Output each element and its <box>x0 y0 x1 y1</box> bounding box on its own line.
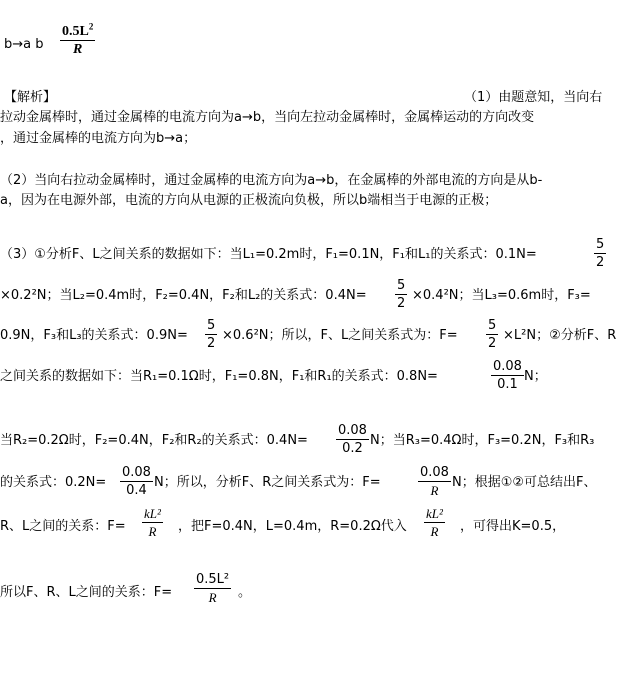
analysis-label: 【解析】 <box>4 90 57 105</box>
fraction-kL2-R: kL² R <box>426 506 443 539</box>
p3-line3c: ×L²N；②分析F、R <box>503 328 617 343</box>
p3-line2a: ×0.2²N；当L₂=0.4m时，F₂=0.4N，F₂和L₂的关系式：0.4N= <box>0 288 367 303</box>
p4-line2a: 的关系式：0.2N= <box>0 475 107 490</box>
p1-line2: 拉动金属棒时，通过金属棒的电流方向为a→b，当向左拉动金属棒时，金属棒运动的方向改变 <box>0 110 535 125</box>
fraction-0.5L2-R: 0.5L² R <box>196 572 230 605</box>
p4-line3a: R、L之间的关系：F= <box>0 519 126 534</box>
p4-line1b: N；当R₃=0.4Ω时，F₃=0.2N，F₃和R₃ <box>370 433 595 448</box>
p2-line2: a，因为在电源外部，电流的方向从电源的正极流向负极，所以b端相当于电源的正极； <box>0 193 498 208</box>
p3-line4a: 之间关系的数据如下：当R₁=0.1Ω时，F₁=0.8N，F₁和R₁的关系式：0.8N= <box>0 369 438 384</box>
p3-line4b: N； <box>524 369 547 384</box>
p4-line2c: N；根据①②可总结出F、 <box>452 475 597 490</box>
p1-line1: （1）由题意知，当向右 <box>464 90 603 105</box>
p1-line3: ，通过金属棒的电流方向为b→a； <box>0 131 197 146</box>
answer-formula: $0.5L^2$ R <box>62 21 94 57</box>
p2-line1: （2）当向右拉动金属棒时，通过金属棒的电流方向为a→b，在金属棒的外部电流的方向是从b- <box>0 173 543 188</box>
p4-line3b: ，把F=0.4N，L=0.4m，R=0.2Ω代入 <box>178 519 407 534</box>
answer-direction: b→a b <box>4 37 44 52</box>
fraction-kL2-R: kL² R <box>144 506 161 539</box>
p4-line3c: ，可得出K=0.5， <box>460 519 566 534</box>
p5-line1b: 。 <box>238 585 252 600</box>
fraction-5-2: 5 2 <box>397 278 406 311</box>
p3-line2b: ×0.4²N；当L₃=0.6m时，F₃= <box>412 288 591 303</box>
p5-line1a: 所以F、R、L之间的关系：F= <box>0 585 173 600</box>
fraction-5-2: 5 2 <box>488 318 497 351</box>
fraction-0.08-R: 0.08 R <box>420 465 449 498</box>
fraction-0.08-0.4: 0.08 0.4 <box>122 465 151 498</box>
fraction-5-2: 5 2 <box>207 318 216 351</box>
p3-line3b: ×0.6²N；所以，F、L之间关系式为：F= <box>222 328 458 343</box>
fraction-0.08-0.1: 0.08 0.1 <box>493 359 522 392</box>
p3-line1: （3）①分析F、L之间关系的数据如下：当L₁=0.2m时，F₁=0.1N，F₁和L₁的关系式：0.1N= <box>0 247 537 262</box>
fraction-0.08-0.2: 0.08 0.2 <box>338 423 367 456</box>
fraction-5-2: 5 2 <box>596 237 605 270</box>
p4-line2b: N；所以，分析F、R之间关系式为：F= <box>154 475 381 490</box>
p3-line3a: 0.9N，F₃和L₃的关系式：0.9N= <box>0 328 188 343</box>
p4-line1a: 当R₂=0.2Ω时，F₂=0.4N，F₂和R₂的关系式：0.4N= <box>0 433 308 448</box>
